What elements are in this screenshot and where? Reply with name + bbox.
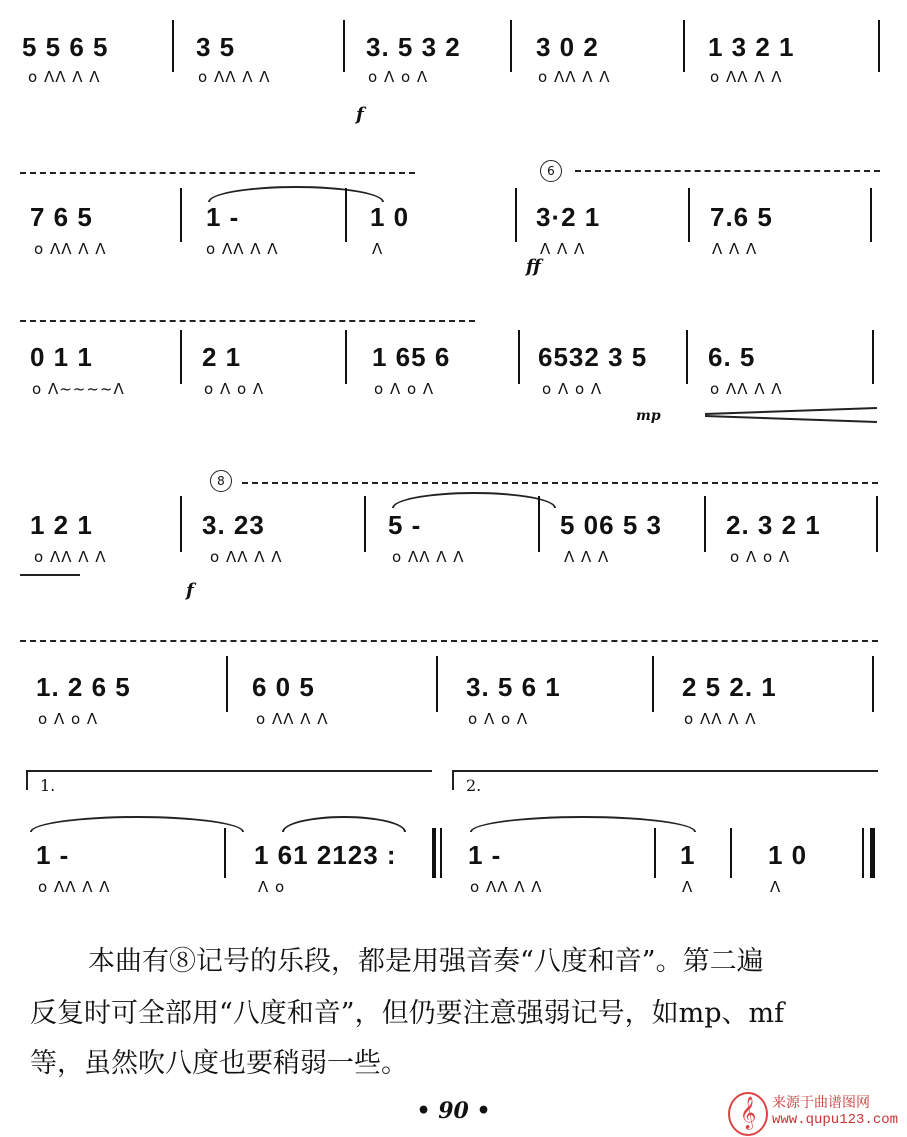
measure-4-breath: Λ Λ Λ (540, 240, 586, 258)
measure-4-notes: 3·2 1 (536, 202, 601, 232)
score-system-2 (0, 160, 907, 280)
barline (180, 188, 182, 242)
barline (878, 20, 880, 72)
barline (518, 330, 520, 384)
decrescendo-line (705, 407, 877, 415)
score-system-3 (0, 310, 907, 430)
measure-2-breath: o ΛΛ Λ Λ (206, 240, 279, 258)
measure-2-notes: 1 61 2123 : (254, 840, 397, 870)
measure-5-breath: Λ (770, 878, 782, 896)
barline (538, 496, 540, 552)
measure-3-breath: o ΛΛ Λ Λ (392, 548, 465, 566)
barline (226, 656, 228, 712)
measure-3-breath: o Λ o Λ (468, 710, 529, 728)
watermark-line-2: www.qupu123.com (772, 1112, 899, 1128)
measure-2-breath: Λ o (258, 878, 286, 896)
measure-1-notes: 7 6 5 (30, 202, 93, 232)
barline (688, 188, 690, 242)
slur (208, 186, 384, 202)
barline (345, 330, 347, 384)
slur (392, 492, 556, 508)
measure-2-breath: o ΛΛ Λ Λ (210, 548, 283, 566)
octave-dashed-line (575, 170, 880, 172)
barline (510, 20, 512, 72)
score-system-1 (0, 20, 907, 130)
measure-2-breath: o ΛΛ Λ Λ (198, 68, 271, 86)
measure-1-notes: 1. 2 6 5 (36, 672, 131, 702)
measure-2-notes: 6 0 5 (252, 672, 315, 702)
octave-dashed-line (20, 640, 878, 642)
measure-4-notes: 1 (680, 840, 696, 870)
measure-1-notes: 5 5 6 5 (22, 32, 109, 62)
barline (343, 20, 345, 72)
measure-3-notes: 1 65 6 (372, 342, 451, 372)
measure-3-notes: 5 - (388, 510, 422, 540)
barline (180, 496, 182, 552)
measure-5-breath: o ΛΛ Λ Λ (710, 68, 783, 86)
measure-4-breath: Λ Λ Λ (564, 548, 610, 566)
note-line-2: 反复时可全部用“八度和音”，但仍要注意强弱记号，如mp、mf (30, 998, 785, 1029)
slur (282, 816, 406, 832)
dynamic-ff: ff (526, 256, 541, 277)
measure-5-notes: 1 0 (768, 840, 808, 870)
measure-5-breath: o ΛΛ Λ Λ (710, 380, 783, 398)
measure-1-breath: o ΛΛ Λ Λ (38, 878, 111, 896)
decrescendo-line (705, 415, 877, 423)
measure-4-notes: 2 5 2. 1 (682, 672, 777, 702)
measure-2-breath: o Λ o Λ (204, 380, 265, 398)
score-system-4 (0, 470, 907, 600)
barline (704, 496, 706, 552)
watermark (720, 1092, 899, 1132)
dynamic-f: f (356, 104, 364, 125)
slur (470, 816, 696, 832)
measure-4-notes: 3 0 2 (536, 32, 599, 62)
barline (876, 496, 878, 552)
barline (730, 828, 732, 878)
barline (652, 656, 654, 712)
barline (364, 496, 366, 552)
barline (870, 188, 872, 242)
barline (515, 188, 517, 242)
underline (20, 574, 80, 576)
measure-2-notes: 3 5 (196, 32, 236, 62)
dynamic-mp: mp (636, 408, 661, 424)
measure-3-breath: Λ (372, 240, 384, 258)
final-barline (862, 828, 864, 878)
measure-4-notes: 5 06 5 3 (560, 510, 662, 540)
page-number: • 90 • (416, 1098, 491, 1124)
measure-5-breath: o Λ o Λ (730, 548, 791, 566)
slur (30, 816, 244, 832)
measure-1-notes: 0 1 1 (30, 342, 93, 372)
section-mark-6: 6 (540, 160, 562, 182)
measure-3-notes: 3. 5 3 2 (366, 32, 461, 62)
barline (872, 330, 874, 384)
measure-4-notes: 6532 3 5 (538, 342, 648, 372)
measure-5-breath: Λ Λ Λ (712, 240, 758, 258)
measure-3-breath: o ΛΛ Λ Λ (470, 878, 543, 896)
octave-dashed-line (20, 172, 415, 174)
measure-5-notes: 6. 5 (708, 342, 756, 372)
note-line-3: 等，虽然吹八度也要稍弱一些。 (30, 1048, 408, 1079)
barline (654, 828, 656, 878)
measure-4-breath: o ΛΛ Λ Λ (684, 710, 757, 728)
score-system-5 (0, 630, 907, 740)
measure-4-breath: Λ (682, 878, 694, 896)
repeat-barline (440, 828, 442, 878)
barline (345, 188, 347, 242)
barline (436, 656, 438, 712)
barline (224, 828, 226, 878)
measure-1-breath: o ΛΛ Λ Λ (34, 240, 107, 258)
measure-3-breath: o Λ o Λ (374, 380, 435, 398)
dynamic-f: f (186, 580, 194, 601)
watermark-line-1: 来源于曲谱图网 (772, 1095, 870, 1111)
octave-dashed-line (242, 482, 878, 484)
note-line-1: 本曲有⑧记号的乐段，都是用强音奏“八度和音”。第二遍 (88, 946, 764, 977)
measure-2-breath: o ΛΛ Λ Λ (256, 710, 329, 728)
measure-1-breath: o ΛΛ Λ Λ (34, 548, 107, 566)
volta-2-bracket (452, 770, 878, 790)
measure-1-notes: 1 - (36, 840, 70, 870)
barline (172, 20, 174, 72)
measure-3-notes: 1 0 (370, 202, 410, 232)
measure-1-notes: 1 2 1 (30, 510, 93, 540)
measure-3-breath: o Λ o Λ (368, 68, 429, 86)
measure-1-breath: o Λ~~~~Λ (32, 380, 125, 398)
measure-5-notes: 7.6 5 (710, 202, 773, 232)
volta-1-bracket (26, 770, 432, 790)
octave-dashed-line (20, 320, 475, 322)
barline (872, 656, 874, 712)
final-barline (870, 828, 875, 878)
measure-5-notes: 2. 3 2 1 (726, 510, 821, 540)
barline (180, 330, 182, 384)
measure-2-notes: 3. 23 (202, 510, 265, 540)
repeat-barline (432, 828, 436, 878)
volta-1-label: 1. (40, 776, 56, 795)
measure-1-breath: o ΛΛ Λ Λ (28, 68, 101, 86)
barline (683, 20, 685, 72)
volta-2-label: 2. (466, 776, 482, 795)
measure-5-notes: 1 3 2 1 (708, 32, 795, 62)
treble-clef-icon: 𝄞 (728, 1092, 768, 1136)
measure-3-notes: 1 - (468, 840, 502, 870)
measure-3-notes: 3. 5 6 1 (466, 672, 561, 702)
section-mark-8: 8 (210, 470, 232, 492)
measure-4-breath: o Λ o Λ (542, 380, 603, 398)
measure-2-notes: 2 1 (202, 342, 242, 372)
barline (686, 330, 688, 384)
measure-1-breath: o Λ o Λ (38, 710, 99, 728)
score-system-6 (0, 766, 907, 916)
measure-2-notes: 1 - (206, 202, 240, 232)
measure-4-breath: o ΛΛ Λ Λ (538, 68, 611, 86)
